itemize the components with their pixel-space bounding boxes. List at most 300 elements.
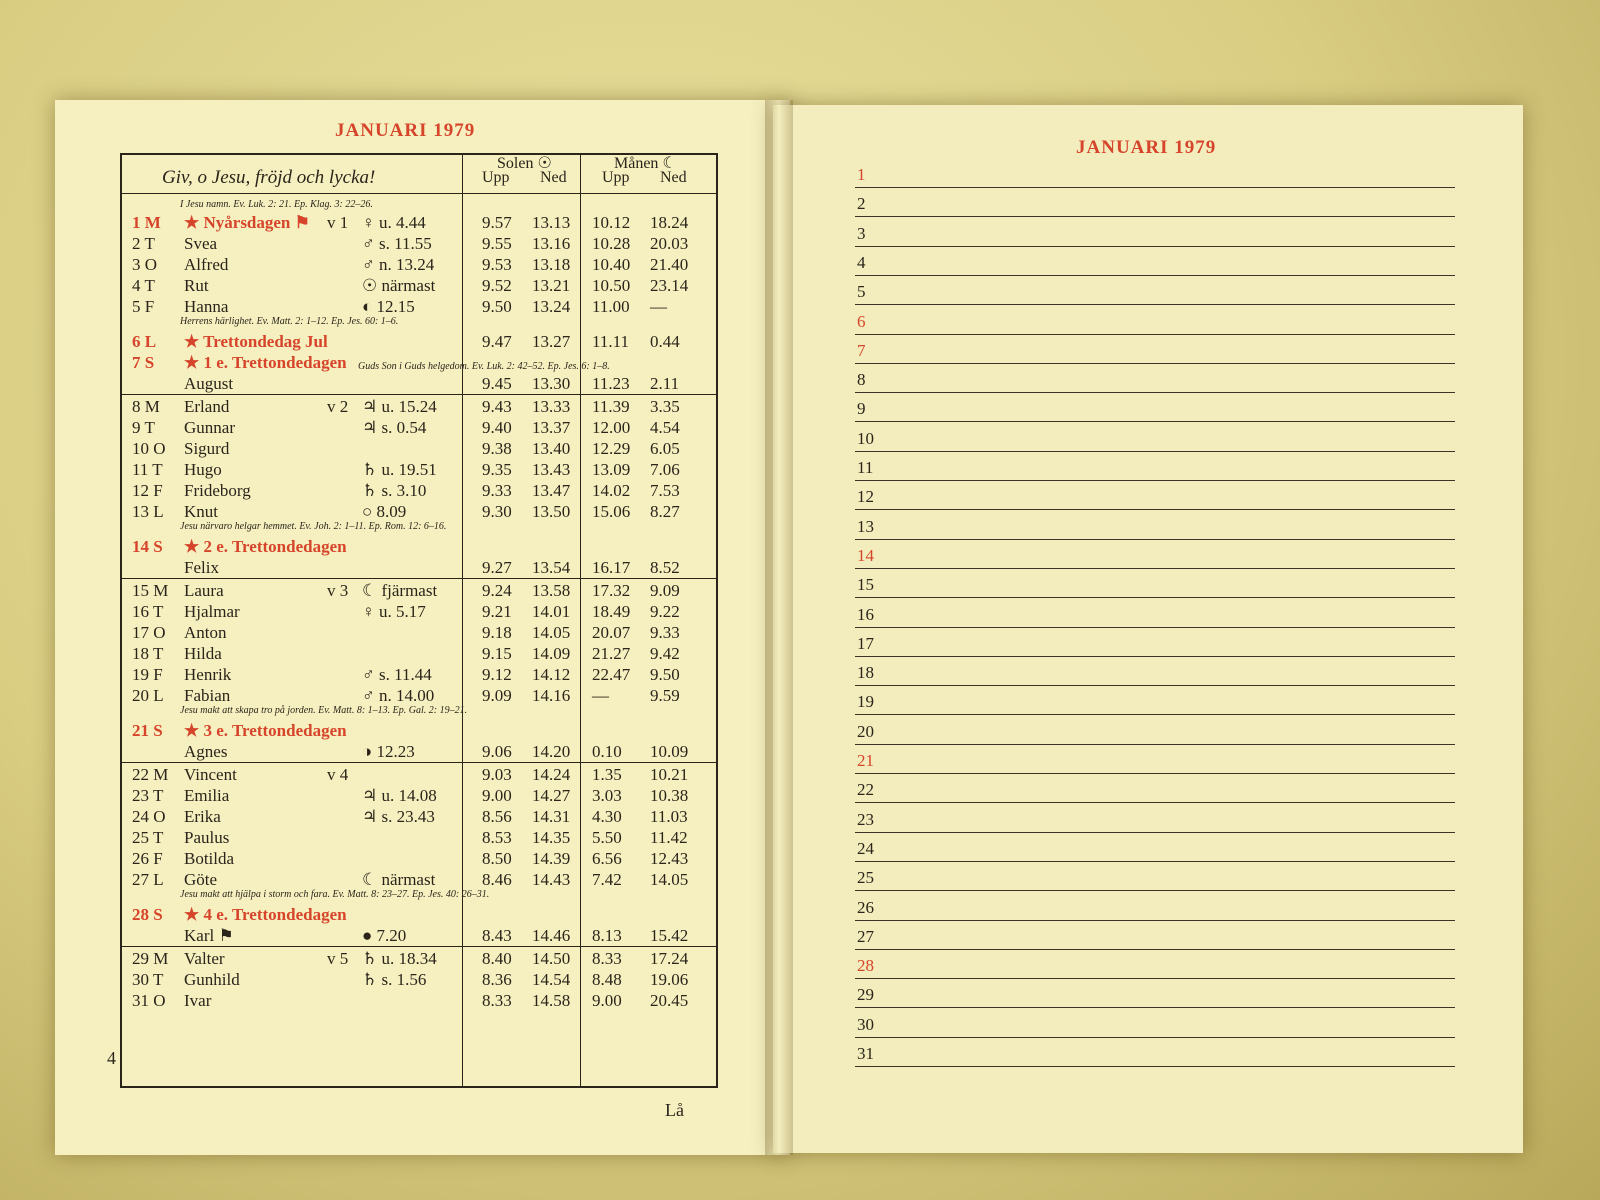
name-day-cell: Valter bbox=[184, 949, 225, 968]
book-gutter bbox=[765, 100, 793, 1155]
moonset-cell: 2.11 bbox=[650, 374, 680, 393]
week-number-cell: v 2 bbox=[327, 397, 349, 416]
moonrise-cell: 4.30 bbox=[592, 807, 622, 826]
sunrise-cell: 8.33 bbox=[482, 991, 512, 1010]
sunrise-cell: 9.12 bbox=[482, 665, 512, 684]
ruled-day-line bbox=[855, 539, 1455, 569]
sermon-reference-note: Guds Son i Guds helgedom. Ev. Luk. 2: 42–52. Ep. Jes. 6: 1–8. bbox=[358, 361, 610, 372]
day-row bbox=[122, 721, 720, 742]
ruled-day-line bbox=[855, 656, 1455, 686]
moonrise-cell: 11.39 bbox=[592, 397, 630, 416]
right-page-title: JANUARI 1979 bbox=[1076, 137, 1217, 158]
sunrise-cell: 8.46 bbox=[482, 870, 512, 889]
sunset-cell: 14.46 bbox=[532, 926, 571, 945]
moonset-cell: 10.21 bbox=[650, 765, 689, 784]
day-number: 27 bbox=[857, 926, 874, 946]
moonset-cell: 11.42 bbox=[650, 828, 688, 847]
ruled-day-line bbox=[855, 949, 1455, 979]
moonrise-cell: 8.48 bbox=[592, 970, 622, 989]
date-cell: 4 T bbox=[132, 276, 155, 295]
day-number: 30 bbox=[857, 1014, 874, 1034]
sunset-cell: 13.37 bbox=[532, 418, 571, 437]
ruled-day-line bbox=[855, 275, 1455, 305]
date-cell: 25 T bbox=[132, 828, 164, 847]
day-number: 6 bbox=[857, 311, 866, 331]
astronomy-cell: ♃ u. 15.24 bbox=[362, 397, 437, 416]
astronomy-cell: ○ 8.09 bbox=[362, 502, 407, 521]
ruled-day-line bbox=[855, 422, 1455, 452]
moonset-cell: 18.24 bbox=[650, 213, 689, 232]
sunset-cell: 14.05 bbox=[532, 623, 571, 642]
date-cell: 21 S bbox=[132, 721, 163, 740]
moonset-cell: 6.05 bbox=[650, 439, 680, 458]
date-cell: 3 O bbox=[132, 255, 158, 274]
moonrise-cell: 13.09 bbox=[592, 460, 631, 479]
name-day-cell: Fabian bbox=[184, 686, 231, 705]
sunrise-cell: 8.43 bbox=[482, 926, 512, 945]
week-number-cell: v 5 bbox=[327, 949, 349, 968]
day-number: 10 bbox=[857, 428, 874, 448]
name-day-cell: Emilia bbox=[184, 786, 230, 805]
sunrise-cell: 9.09 bbox=[482, 686, 512, 705]
sunset-cell: 13.13 bbox=[532, 213, 571, 232]
day-row bbox=[122, 276, 720, 297]
astronomy-cell: ♂ n. 13.24 bbox=[362, 255, 435, 274]
date-cell: 23 T bbox=[132, 786, 164, 805]
day-row bbox=[122, 828, 720, 849]
day-row bbox=[122, 602, 720, 623]
sun-ned-header: Ned bbox=[540, 169, 567, 186]
sunset-cell: 14.54 bbox=[532, 970, 571, 989]
sunset-cell: 13.58 bbox=[532, 581, 571, 600]
day-row bbox=[122, 849, 720, 870]
ruled-day-line bbox=[855, 1008, 1455, 1038]
day-number: 21 bbox=[857, 751, 874, 770]
astronomy-cell: ♄ u. 18.34 bbox=[362, 949, 437, 968]
day-row bbox=[122, 905, 720, 926]
ruled-day-line bbox=[855, 627, 1455, 657]
moonrise-cell: 15.06 bbox=[592, 502, 631, 521]
sunset-cell: 14.43 bbox=[532, 870, 571, 889]
astronomy-cell: ☾ fjärmast bbox=[362, 581, 438, 600]
week-number-cell: v 1 bbox=[327, 213, 349, 232]
ruled-day-line bbox=[855, 334, 1455, 364]
ruled-day-line bbox=[855, 305, 1455, 335]
astronomy-cell: ♂ s. 11.44 bbox=[362, 665, 432, 684]
astronomy-cell: ♄ s. 1.56 bbox=[362, 970, 427, 989]
ruled-day-line bbox=[855, 861, 1455, 891]
day-row bbox=[122, 970, 720, 991]
sunrise-cell: 8.40 bbox=[482, 949, 512, 968]
moonrise-cell: 10.50 bbox=[592, 276, 631, 295]
name-day-cell: Frideborg bbox=[184, 481, 251, 500]
sunrise-cell: 9.57 bbox=[482, 213, 512, 232]
date-cell: 15 M bbox=[132, 581, 169, 600]
ruled-day-line bbox=[855, 832, 1455, 862]
name-day-cell: Henrik bbox=[184, 665, 232, 684]
sunrise-cell: 8.56 bbox=[482, 807, 512, 826]
name-day-cell: Hilda bbox=[184, 644, 222, 663]
moonrise-cell: 0.10 bbox=[592, 742, 622, 761]
sunrise-cell: 9.55 bbox=[482, 234, 512, 253]
moonset-cell: 10.09 bbox=[650, 742, 689, 761]
moonrise-cell: 16.17 bbox=[592, 558, 631, 577]
name-day-cell: Erika bbox=[184, 807, 221, 826]
moonrise-cell: 10.28 bbox=[592, 234, 631, 253]
day-number: 7 bbox=[857, 340, 866, 360]
astronomy-cell: ♄ u. 19.51 bbox=[362, 460, 437, 479]
name-day-cell: Gunhild bbox=[184, 970, 240, 989]
name-day-cell: Hanna bbox=[184, 297, 229, 316]
sunset-cell: 14.39 bbox=[532, 849, 571, 868]
day-number: 20 bbox=[857, 721, 874, 741]
moonset-cell: 7.06 bbox=[650, 460, 680, 479]
moonset-cell: 9.09 bbox=[650, 581, 680, 600]
moonset-cell: 9.22 bbox=[650, 602, 680, 621]
sunrise-cell: 9.45 bbox=[482, 374, 512, 393]
astronomy-cell: ☉ närmast bbox=[362, 276, 436, 295]
sun-upp-header: Upp bbox=[482, 169, 510, 186]
ruled-day-line bbox=[855, 803, 1455, 833]
day-row bbox=[122, 213, 720, 234]
sunset-cell: 13.43 bbox=[532, 460, 571, 479]
moonrise-cell: 18.49 bbox=[592, 602, 631, 621]
day-row bbox=[122, 255, 720, 276]
moon-upp-header: Upp bbox=[602, 169, 630, 186]
astronomy-cell: ● 7.20 bbox=[362, 926, 407, 945]
moonset-cell: 9.59 bbox=[650, 686, 680, 705]
ruled-day-line bbox=[855, 1037, 1455, 1067]
astronomy-cell: ◑ 12.23 bbox=[362, 742, 415, 761]
name-day-cell: Vincent bbox=[184, 765, 237, 784]
astronomy-cell: ♀ u. 5.17 bbox=[362, 602, 426, 621]
moonrise-cell: 11.00 bbox=[592, 297, 630, 316]
ruled-day-line bbox=[855, 363, 1455, 393]
week-number-cell: v 3 bbox=[327, 581, 349, 600]
name-day-cell: Botilda bbox=[184, 849, 235, 868]
moonrise-cell: 10.40 bbox=[592, 255, 631, 274]
moonset-cell: 17.24 bbox=[650, 949, 689, 968]
sunset-cell: 13.30 bbox=[532, 374, 571, 393]
name-day-cell: ★ Trettondedag Jul bbox=[184, 332, 328, 351]
day-number: 11 bbox=[857, 458, 874, 477]
sunrise-cell: 9.38 bbox=[482, 439, 512, 458]
day-row bbox=[122, 397, 720, 418]
moonrise-cell: 12.29 bbox=[592, 439, 631, 458]
day-number: 8 bbox=[857, 370, 866, 390]
week-divider bbox=[122, 762, 716, 763]
sunset-cell: 13.54 bbox=[532, 558, 571, 577]
sunrise-cell: 9.53 bbox=[482, 255, 512, 274]
ruled-day-line bbox=[855, 715, 1455, 745]
day-row bbox=[122, 558, 720, 579]
date-cell: 13 L bbox=[132, 502, 164, 521]
day-row bbox=[122, 297, 720, 318]
sunrise-cell: 9.03 bbox=[482, 765, 512, 784]
sunset-cell: 14.16 bbox=[532, 686, 571, 705]
sunrise-cell: 9.21 bbox=[482, 602, 512, 621]
moonrise-cell: 6.56 bbox=[592, 849, 622, 868]
ruled-day-line bbox=[855, 158, 1455, 188]
name-day-cell: Karl ⚑ bbox=[184, 926, 234, 945]
name-day-cell: Anton bbox=[184, 623, 227, 642]
sunrise-cell: 8.53 bbox=[482, 828, 512, 847]
week-divider bbox=[122, 394, 716, 395]
moonset-cell: 12.43 bbox=[650, 849, 689, 868]
day-row bbox=[122, 665, 720, 686]
ruled-day-line bbox=[855, 978, 1455, 1008]
ruled-day-line bbox=[855, 891, 1455, 921]
sunrise-cell: 8.36 bbox=[482, 970, 512, 989]
sermon-reference-note: Herrens härlighet. Ev. Matt. 2: 1–12. Ep. Jes. 60: 1–6. bbox=[180, 316, 399, 327]
astronomy-cell: ◐ 12.15 bbox=[362, 297, 415, 316]
name-day-cell: Svea bbox=[184, 234, 218, 253]
date-cell: 8 M bbox=[132, 397, 160, 416]
moonset-cell: 14.05 bbox=[650, 870, 689, 889]
sunrise-cell: 8.50 bbox=[482, 849, 512, 868]
ruled-day-line bbox=[855, 773, 1455, 803]
name-day-cell: Agnes bbox=[184, 742, 228, 761]
sunrise-cell: 9.24 bbox=[482, 581, 512, 600]
date-cell: 7 S bbox=[132, 353, 155, 372]
sermon-reference-note: Jesu makt att skapa tro på jorden. Ev. Matt. 8: 1–13. Ep. Gal. 2: 19–21. bbox=[180, 705, 468, 716]
day-row bbox=[122, 332, 720, 353]
moonrise-cell: 12.00 bbox=[592, 418, 631, 437]
name-day-cell: Gunnar bbox=[184, 418, 235, 437]
moonset-cell: 10.38 bbox=[650, 786, 689, 805]
date-cell: 11 T bbox=[132, 460, 163, 479]
sunset-cell: 14.09 bbox=[532, 644, 571, 663]
name-day-cell: ★ Nyårsdagen ⚑ bbox=[184, 213, 310, 232]
sunrise-cell: 9.50 bbox=[482, 297, 512, 316]
sunrise-cell: 9.35 bbox=[482, 460, 512, 479]
ruled-day-line bbox=[855, 920, 1455, 950]
name-day-cell: Erland bbox=[184, 397, 230, 416]
day-row bbox=[122, 742, 720, 763]
moonrise-cell: 10.12 bbox=[592, 213, 631, 232]
day-number: 25 bbox=[857, 868, 874, 888]
name-day-cell: Rut bbox=[184, 276, 209, 295]
day-number: 31 bbox=[857, 1044, 874, 1063]
date-cell: 30 T bbox=[132, 970, 164, 989]
date-cell: 12 F bbox=[132, 481, 163, 500]
moonrise-cell: 8.13 bbox=[592, 926, 622, 945]
week-divider bbox=[122, 946, 716, 947]
ruled-day-line bbox=[855, 598, 1455, 628]
day-number: 5 bbox=[857, 282, 866, 302]
moonset-cell: 0.44 bbox=[650, 332, 680, 351]
ruled-day-line bbox=[855, 744, 1455, 774]
sunrise-cell: 9.06 bbox=[482, 742, 512, 761]
moonset-cell: 8.27 bbox=[650, 502, 680, 521]
moon-ned-header: Ned bbox=[660, 169, 687, 186]
astronomy-cell: ♃ u. 14.08 bbox=[362, 786, 437, 805]
sermon-reference-note: I Jesu namn. Ev. Luk. 2: 21. Ep. Klag. 3: 22–26. bbox=[180, 199, 373, 210]
ruled-day-line bbox=[855, 685, 1455, 715]
name-day-cell: ★ 4 e. Trettondedagen bbox=[184, 905, 347, 924]
date-cell: 20 L bbox=[132, 686, 164, 705]
sun-header: Solen ☉ bbox=[497, 155, 552, 172]
moonrise-cell: 17.32 bbox=[592, 581, 631, 600]
day-row bbox=[122, 460, 720, 481]
sunset-cell: 14.27 bbox=[532, 786, 571, 805]
sunset-cell: 13.27 bbox=[532, 332, 571, 351]
week-number-cell: v 4 bbox=[327, 765, 349, 784]
day-number: 4 bbox=[857, 252, 866, 272]
astronomy-cell: ♂ s. 11.55 bbox=[362, 234, 432, 253]
sunset-cell: 13.47 bbox=[532, 481, 571, 500]
moon-header: Månen ☾ bbox=[614, 155, 677, 172]
moonrise-cell: 8.33 bbox=[592, 949, 622, 968]
day-number: 3 bbox=[857, 223, 866, 243]
moonset-cell: 23.14 bbox=[650, 276, 689, 295]
name-day-cell: Hugo bbox=[184, 460, 222, 479]
day-row bbox=[122, 581, 720, 602]
sunset-cell: 13.16 bbox=[532, 234, 571, 253]
day-row bbox=[122, 949, 720, 970]
ruled-day-line bbox=[855, 451, 1455, 481]
moonrise-cell: — bbox=[592, 686, 609, 705]
astronomy-cell: ♃ s. 0.54 bbox=[362, 418, 427, 437]
sunrise-cell: 9.18 bbox=[482, 623, 512, 642]
date-cell: 27 L bbox=[132, 870, 164, 889]
moonrise-cell: 5.50 bbox=[592, 828, 622, 847]
sunrise-cell: 9.00 bbox=[482, 786, 512, 805]
day-number: 22 bbox=[857, 780, 874, 800]
day-number: 1 bbox=[857, 165, 866, 184]
sunset-cell: 14.31 bbox=[532, 807, 571, 826]
sunset-cell: 13.21 bbox=[532, 276, 571, 295]
moonset-cell: 7.53 bbox=[650, 481, 680, 500]
day-row bbox=[122, 644, 720, 665]
day-number: 19 bbox=[857, 692, 874, 712]
sunset-cell: 14.20 bbox=[532, 742, 571, 761]
moonset-cell: 4.54 bbox=[650, 418, 680, 437]
ruled-day-line bbox=[855, 510, 1455, 540]
moonset-cell: — bbox=[650, 297, 667, 316]
page-number: 4 bbox=[107, 1048, 116, 1068]
day-row bbox=[122, 374, 720, 395]
day-number: 26 bbox=[857, 897, 874, 917]
day-number: 13 bbox=[857, 516, 874, 536]
moonrise-cell: 11.23 bbox=[592, 374, 630, 393]
ruled-day-line bbox=[855, 568, 1455, 598]
moonset-cell: 8.52 bbox=[650, 558, 680, 577]
day-row bbox=[122, 786, 720, 807]
moonrise-cell: 1.35 bbox=[592, 765, 622, 784]
week-divider bbox=[122, 578, 716, 579]
moonrise-cell: 14.02 bbox=[592, 481, 631, 500]
sunset-cell: 14.24 bbox=[532, 765, 571, 784]
sunset-cell: 13.40 bbox=[532, 439, 571, 458]
day-row bbox=[122, 537, 720, 558]
date-cell: 17 O bbox=[132, 623, 166, 642]
sunset-cell: 14.35 bbox=[532, 828, 571, 847]
day-row bbox=[122, 234, 720, 255]
day-row bbox=[122, 418, 720, 439]
sunset-cell: 14.12 bbox=[532, 665, 571, 684]
moonset-cell: 20.03 bbox=[650, 234, 689, 253]
moonrise-cell: 21.27 bbox=[592, 644, 631, 663]
date-cell: 24 O bbox=[132, 807, 166, 826]
date-cell: 31 O bbox=[132, 991, 166, 1010]
sunrise-cell: 9.30 bbox=[482, 502, 512, 521]
sunset-cell: 14.58 bbox=[532, 991, 571, 1010]
name-day-cell: August bbox=[184, 374, 234, 393]
day-row bbox=[122, 686, 720, 707]
astronomy-cell: ☾ närmast bbox=[362, 870, 436, 889]
sunset-cell: 13.50 bbox=[532, 502, 571, 521]
moonset-cell: 11.03 bbox=[650, 807, 688, 826]
date-cell: 14 S bbox=[132, 537, 163, 556]
name-day-cell: Felix bbox=[184, 558, 219, 577]
sunset-cell: 14.50 bbox=[532, 949, 571, 968]
name-day-cell: Hjalmar bbox=[184, 602, 240, 621]
astronomy-cell: ♄ s. 3.10 bbox=[362, 481, 427, 500]
day-number: 24 bbox=[857, 838, 874, 858]
moonrise-cell: 9.00 bbox=[592, 991, 622, 1010]
date-cell: 16 T bbox=[132, 602, 164, 621]
date-cell: 19 F bbox=[132, 665, 163, 684]
date-cell: 2 T bbox=[132, 234, 155, 253]
date-cell: 5 F bbox=[132, 297, 155, 316]
sunset-cell: 13.33 bbox=[532, 397, 571, 416]
ruled-day-line bbox=[855, 217, 1455, 247]
moonset-cell: 15.42 bbox=[650, 926, 689, 945]
ruled-day-line bbox=[855, 480, 1455, 510]
date-cell: 10 O bbox=[132, 439, 166, 458]
moonrise-cell: 7.42 bbox=[592, 870, 622, 889]
sunset-cell: 13.24 bbox=[532, 297, 571, 316]
date-cell: 9 T bbox=[132, 418, 155, 437]
sunrise-cell: 9.27 bbox=[482, 558, 512, 577]
day-row bbox=[122, 439, 720, 460]
moonset-cell: 9.42 bbox=[650, 644, 680, 663]
day-row bbox=[122, 481, 720, 502]
ruled-day-line bbox=[855, 246, 1455, 276]
name-day-cell: Göte bbox=[184, 870, 218, 889]
astronomy-cell: ♂ n. 14.00 bbox=[362, 686, 435, 705]
sunrise-cell: 9.15 bbox=[482, 644, 512, 663]
day-number: 18 bbox=[857, 663, 874, 683]
day-row bbox=[122, 807, 720, 828]
name-day-cell: ★ 3 e. Trettondedagen bbox=[184, 721, 347, 740]
date-cell: 18 T bbox=[132, 644, 164, 663]
ruled-day-line bbox=[855, 187, 1455, 217]
day-number: 17 bbox=[857, 633, 874, 653]
day-row bbox=[122, 991, 720, 1012]
date-cell: 26 F bbox=[132, 849, 163, 868]
moonset-cell: 9.50 bbox=[650, 665, 680, 684]
sunset-cell: 14.01 bbox=[532, 602, 571, 621]
day-row bbox=[122, 765, 720, 786]
date-cell: 6 L bbox=[132, 332, 157, 351]
sunrise-cell: 9.47 bbox=[482, 332, 512, 351]
sunrise-cell: 9.43 bbox=[482, 397, 512, 416]
day-row bbox=[122, 502, 720, 523]
name-day-cell: Paulus bbox=[184, 828, 230, 847]
day-row bbox=[122, 870, 720, 891]
moonset-cell: 21.40 bbox=[650, 255, 689, 274]
moonset-cell: 20.45 bbox=[650, 991, 689, 1010]
almanac-table bbox=[120, 153, 718, 1088]
name-day-cell: Sigurd bbox=[184, 439, 230, 458]
ruled-day-line bbox=[855, 392, 1455, 422]
sermon-reference-note: Jesu närvaro helgar hemmet. Ev. Joh. 2: 1–11. Ep. Rom. 12: 6–16. bbox=[180, 521, 447, 532]
sunrise-cell: 9.52 bbox=[482, 276, 512, 295]
moonrise-cell: 20.07 bbox=[592, 623, 631, 642]
catchword: Lå bbox=[665, 1100, 684, 1120]
